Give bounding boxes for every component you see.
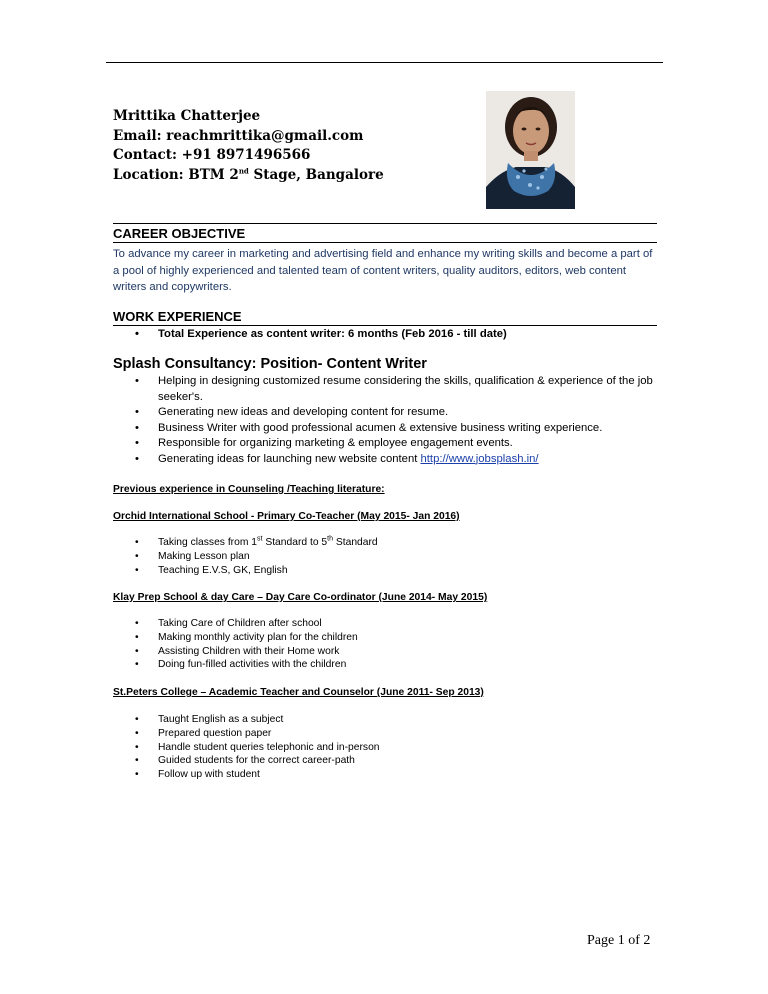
klay-list (113, 617, 358, 672)
total-experience-item: • Total Experience as content writer: 6 months (Feb 2016 - till date) (113, 326, 507, 342)
orchid-heading: Orchid International School - Primary Co-Teacher (May 2015- Jan 2016) (113, 511, 460, 522)
stpeters-heading: St.Peters College – Academic Teacher and Counselor (June 2011- Sep 2013) (113, 687, 484, 698)
profile-photo-image (486, 91, 575, 209)
list-item: • Follow up with student (113, 768, 380, 782)
splash-list (113, 374, 661, 467)
list-item: • Business Writer with good professional acumen & extensive business writing experience. (113, 421, 661, 437)
jobsplash-link[interactable]: http://www.jobsplash.in/ (420, 452, 539, 465)
career-objective-text: To advance my career in marketing and advertising field and enhance my writing skills and become a part of a pool of highly experienced and talented team of content writers, quality auditors, editors, web content writers and copywriters. (113, 248, 653, 293)
orchid-list (113, 536, 378, 577)
email-line: Email: reachmrittika@gmail.com (113, 127, 364, 144)
list-item: • Doing fun-filled activities with the children (113, 658, 358, 672)
list-item: • Generating new ideas and developing content for resume. (113, 405, 661, 421)
list-item: • Teaching E.V.S, GK, English (113, 564, 378, 578)
location-line: Location: BTM 2nd Stage, Bangalore (113, 166, 384, 183)
top-rule (106, 62, 663, 63)
work-experience-heading: WORK EXPERIENCE (113, 309, 657, 326)
list-item: • Generating ideas for launching new website content http://www.jobsplash.in/ (113, 452, 661, 468)
list-item: • Taking Care of Children after school (113, 617, 358, 631)
klay-heading: Klay Prep School & day Care – Day Care Co-ordinator (June 2014- May 2015) (113, 592, 488, 603)
list-item: • Helping in designing customized resume considering the skills, qualification & experience of the job seeker's. (113, 374, 661, 405)
list-item: • Assisting Children with their Home work (113, 645, 358, 659)
candidate-name: Mrittika Chatterjee (113, 108, 261, 124)
profile-photo (486, 91, 575, 209)
list-item: • Making monthly activity plan for the children (113, 631, 358, 645)
list-item: • Taught English as a subject (113, 713, 380, 727)
stpeters-list (113, 713, 380, 782)
previous-experience-heading: Previous experience in Counseling /Teaching literature: (113, 484, 385, 495)
splash-heading: Splash Consultancy: Position- Content Writer (113, 356, 427, 372)
list-item: • Guided students for the correct career-path (113, 754, 380, 768)
list-item: • Responsible for organizing marketing & employee engagement events. (113, 436, 661, 452)
list-item: • Handle student queries telephonic and in-person (113, 741, 380, 755)
contact-block (113, 107, 384, 185)
page-number: Page 1 of 2 (587, 933, 651, 948)
total-experience (113, 326, 507, 342)
list-item: • Taking classes from 1st Standard to 5th Standard (113, 536, 378, 550)
contact-line: Contact: +91 8971496566 (113, 147, 311, 163)
list-item: • Making Lesson plan (113, 550, 378, 564)
list-item: • Prepared question paper (113, 727, 380, 741)
section-rule (113, 223, 657, 224)
career-objective-heading: CAREER OBJECTIVE (113, 226, 657, 243)
